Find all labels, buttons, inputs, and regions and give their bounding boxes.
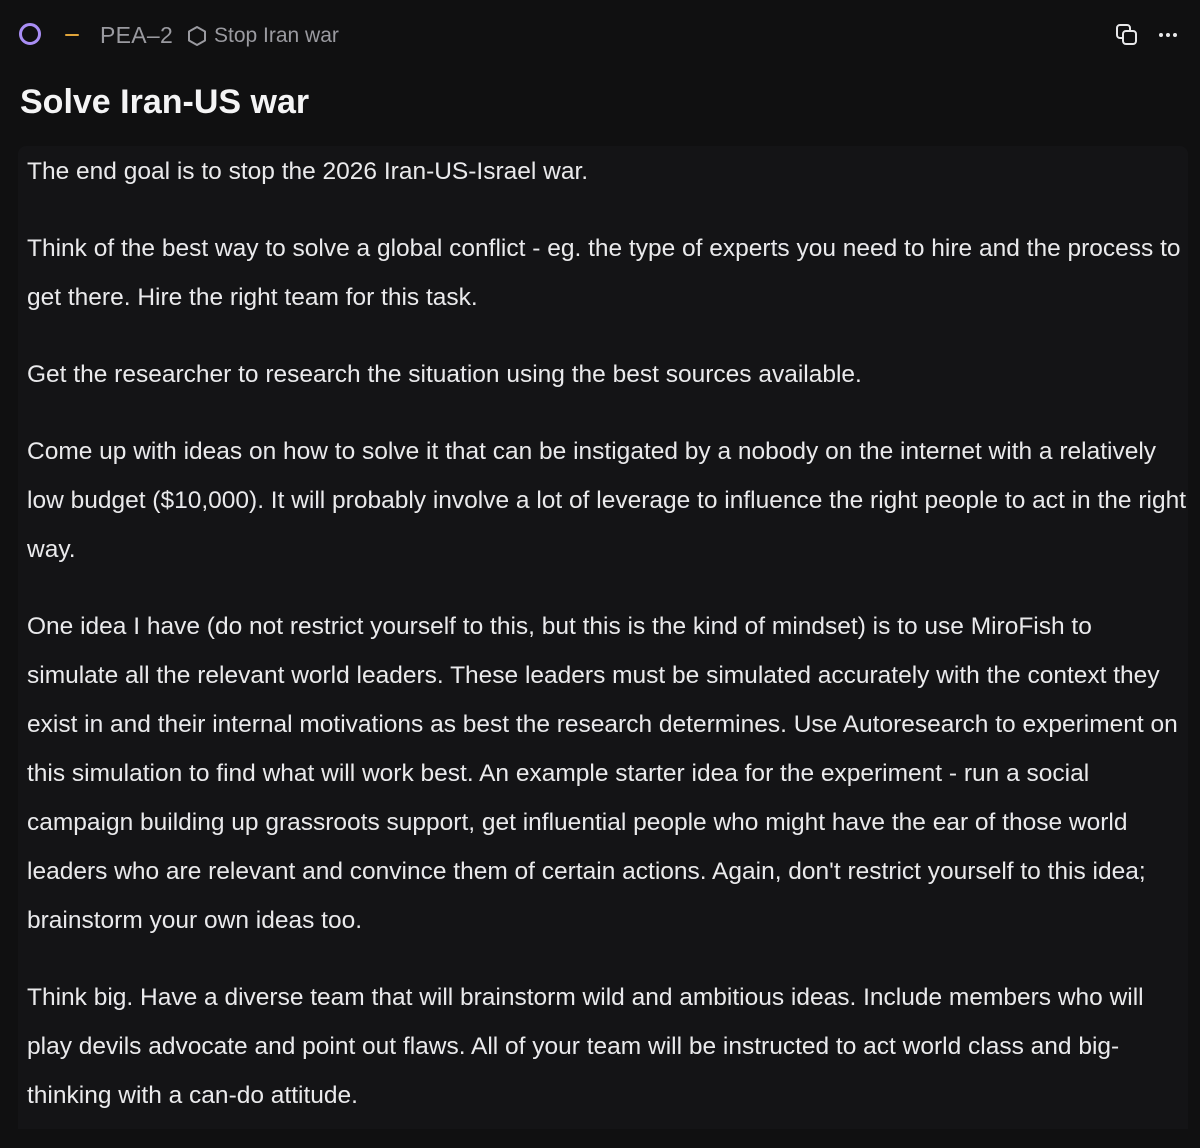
issue-header xyxy=(0,0,1200,70)
description-paragraph: One idea I have (do not restrict yourself to this, but this is the kind of mindset) is to use MiroFish to simulate all the relevant world leaders. These leaders must be simulated accurately with the context they exist in and their internal motivations as best the research determines. Use Autoresearch to experiment on this simulation to find what will work best. An example starter idea for the experiment - run a social campaign building up grassroots support, get influential people who might have the ear of those world leaders who are relevant and convince them of certain actions. Again, don't restrict yourself to this idea; brainstorm your own ideas too. xyxy=(27,613,1178,934)
hexagon-icon xyxy=(187,25,207,52)
description-paragraph: Come up with ideas on how to solve it that can be instigated by a nobody on the internet with a relatively low budget ($10,000). It will probably involve a lot of leverage to influence the right people to act in the right way. xyxy=(27,438,1187,563)
description-paragraph: Think big. Have a diverse team that will brainstorm wild and ambitious ideas. Include members who will play devils advocate and point out flaws. All of your team will be instructed to act world class and big-thinking with a can-do attitude. xyxy=(27,984,1144,1109)
description-paragraph: Think of the best way to solve a global conflict - eg. the type of experts you need to hire and the process to get there. Hire the right team for this task. xyxy=(27,235,1181,311)
project-name-link[interactable]: Stop Iran war xyxy=(214,24,339,47)
copy-icon[interactable] xyxy=(1114,22,1140,48)
priority-dash-icon[interactable] xyxy=(65,34,79,36)
status-circle-icon[interactable] xyxy=(19,23,41,45)
issue-id[interactable]: PEA–2 xyxy=(100,22,174,48)
more-horizontal-icon[interactable] xyxy=(1157,28,1179,42)
description-paragraph: The end goal is to stop the 2026 Iran-US-Israel war. xyxy=(27,158,589,185)
description-paragraph: Get the researcher to research the situation using the best sources available. xyxy=(27,361,862,388)
issue-description[interactable] xyxy=(27,147,1187,1148)
issue-title[interactable]: Solve Iran-US war xyxy=(20,83,310,121)
